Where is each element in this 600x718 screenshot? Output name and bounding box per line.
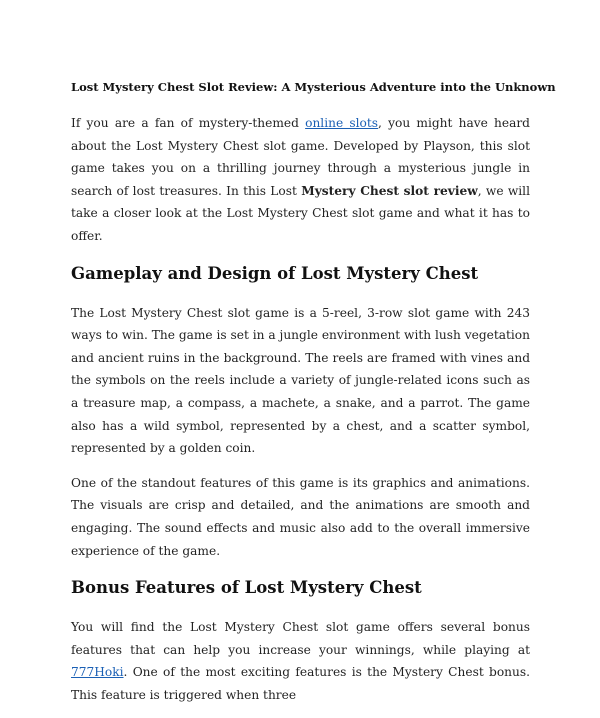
intro-text-3: , we will take a closer look at the Lost Mystery Chest slot game and what it has to offer. [71,183,530,243]
document-title: Lost Mystery Chest Slot Review: A Mysterious Adventure into the Unknown [71,80,556,94]
document-content [71,76,556,718]
777hoki-link[interactable]: 777Hoki [71,665,124,680]
bonus-heading: Bonus Features of Lost Mystery Chest [71,578,422,598]
bonus-paragraph-1 [71,616,530,706]
bonus-text-2: . One of the most exciting features is the Mystery Chest bonus. This feature is triggered when three [71,665,530,702]
intro-text-2: , you might have heard about the Lost Mystery Chest slot game. Developed by Playson, this slot game takes you on a thrilling journey through a mysterious jungle in search of lost treasures. In this Lost [71,116,530,198]
bonus-text-1: You will find the Lost Mystery Chest slot game offers several bonus features that can help you increase your winnings, while playing at [71,620,530,657]
gameplay-paragraph-2: One of the standout features of this game is its graphics and animations. The visuals are crisp and detailed, and the animations are smooth and engaging. The sound effects and music also add to the overall immersive experience of the game. [71,475,530,558]
gameplay-heading: Gameplay and Design of Lost Mystery Chest [71,263,479,283]
intro-paragraph [71,112,530,248]
intro-text-1: If you are a fan of mystery-themed [71,116,306,130]
intro-bold-text: Mystery Chest slot review [301,183,478,198]
gameplay-paragraph-1: The Lost Mystery Chest slot game is a 5-reel, 3-row slot game with 243 ways to win. The game is set in a jungle environment with lush vegetation and ancient ruins in the background. The reels are framed with vines and the symbols on the reels include a variety of jungle-related icons such as a treasure map, a compass, a machete, a snake, and a parrot. The game also has a wild symbol, represented by a chest, and a scatter symbol, represented by a golden coin. [71,305,530,456]
online-slots-link[interactable]: online slots [305,116,379,130]
